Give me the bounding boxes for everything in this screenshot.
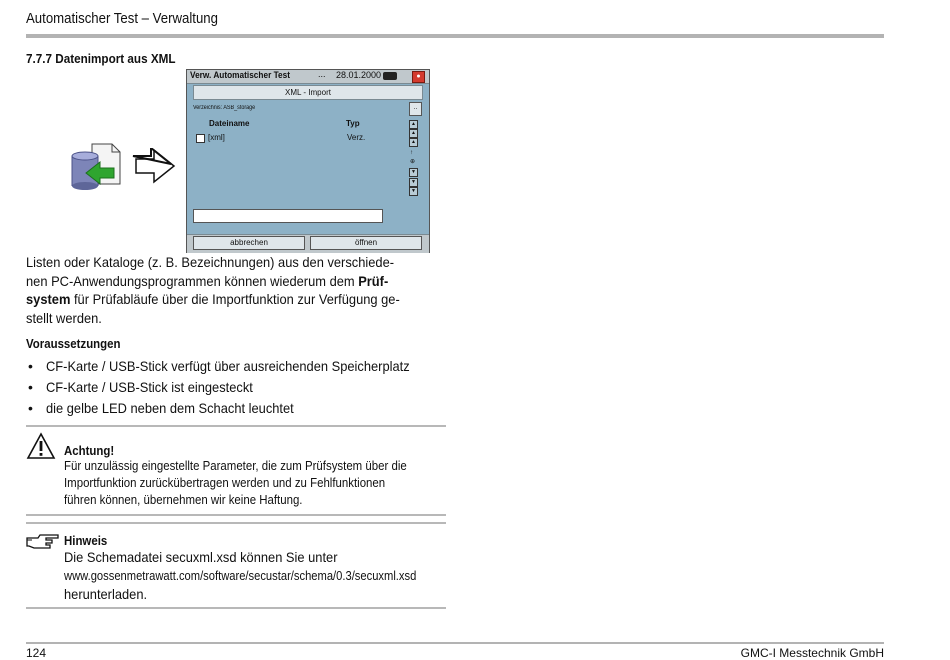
list-item: • die gelbe LED neben dem Schacht leuchtet <box>28 400 294 416</box>
filename-input[interactable] <box>193 209 383 223</box>
scroll-position-icon: ↑ <box>410 150 413 156</box>
device-topbar <box>187 70 429 84</box>
warning-title: Achtung! <box>64 443 115 458</box>
scroll-bottom-icon[interactable]: ▼ <box>409 187 418 196</box>
header-rule <box>26 34 884 38</box>
intro-paragraph-line: Listen oder Kataloge (z. B. Bezeichnungen) aus den verschiede- <box>26 254 395 270</box>
hint-text-line: Die Schemadatei secuxml.xsd können Sie unter <box>64 549 338 565</box>
list-item: • CF-Karte / USB-Stick verfügt über ausreichenden Speicherplatz <box>28 358 410 374</box>
hint-text-line: herunterladen. <box>64 586 148 602</box>
open-button[interactable]: öffnen <box>310 236 422 250</box>
divider <box>26 514 446 516</box>
file-list-item-name[interactable]: [xml] <box>208 133 225 142</box>
outline-arrow-right-icon <box>132 148 178 184</box>
warning-text-line: Für unzulässig eingestellte Parameter, die zum Prüfsystem über die <box>64 458 407 473</box>
database-import-icon <box>68 140 124 192</box>
company-name: GMC-I Messtechnik GmbH <box>740 646 884 660</box>
pointing-hand-icon <box>26 533 60 549</box>
list-item: • CF-Karte / USB-Stick ist eingesteckt <box>28 379 253 395</box>
scroll-link-icon: ⊕ <box>410 159 416 165</box>
requirements-title: Voraussetzungen <box>26 336 121 351</box>
cancel-button[interactable]: abbrechen <box>193 236 305 250</box>
battery-icon <box>383 72 397 80</box>
warning-triangle-icon <box>26 432 56 460</box>
intro-paragraph-line: system für Prüfabläufe über die Importfunktion zur Verfügung ge- <box>26 291 400 307</box>
device-topbar-date: 28.01.2000 <box>336 70 382 80</box>
scroll-page-down-icon[interactable]: ▼ <box>409 178 418 187</box>
intro-paragraph-line: stellt werden. <box>26 310 102 326</box>
scroll-up-icon[interactable]: ▲ <box>409 138 418 147</box>
dialog-title: XML - Import <box>193 85 423 100</box>
hint-title: Hinweis <box>64 533 108 548</box>
section-title: 7.7.7 Datenimport aus XML <box>26 51 176 66</box>
column-header-type: Typ <box>346 119 360 128</box>
divider <box>26 607 446 609</box>
device-topbar-title: Verw. Automatischer Test <box>190 70 291 80</box>
intro-paragraph-line: nen PC-Anwendungsprogrammen können wiederum dem Prüf- <box>26 273 389 289</box>
hint-url-link[interactable]: www.gossenmetrawatt.com/software/secustar/schema/0.3/secuxml.xsd <box>64 568 417 583</box>
page-number: 124 <box>26 646 47 660</box>
warning-text-line: Importfunktion zurückübertragen werden und zu Fehlfunktionen <box>64 475 386 490</box>
directory-browse-button[interactable]: .. <box>409 102 422 116</box>
footer-rule <box>26 642 884 644</box>
file-list-item-type: Verz. <box>347 133 366 142</box>
device-screenshot <box>186 69 430 253</box>
scroll-down-icon[interactable]: ▼ <box>409 168 418 177</box>
page-header-title: Automatischer Test – Verwaltung <box>26 10 219 27</box>
close-icon[interactable]: ● <box>412 71 425 83</box>
column-header-filename: Dateiname <box>209 119 250 128</box>
directory-label: Verzeichnis: ASB_storage <box>193 105 256 111</box>
scroll-page-up-icon[interactable]: ▲ <box>409 129 418 138</box>
warning-text-line: führen können, übernehmen wir keine Haftung. <box>64 492 303 507</box>
divider <box>26 425 446 427</box>
divider <box>26 522 446 524</box>
device-topbar-dots: ... <box>318 69 326 79</box>
scroll-top-icon[interactable]: ▲ <box>409 120 418 129</box>
file-checkbox[interactable] <box>196 134 205 143</box>
